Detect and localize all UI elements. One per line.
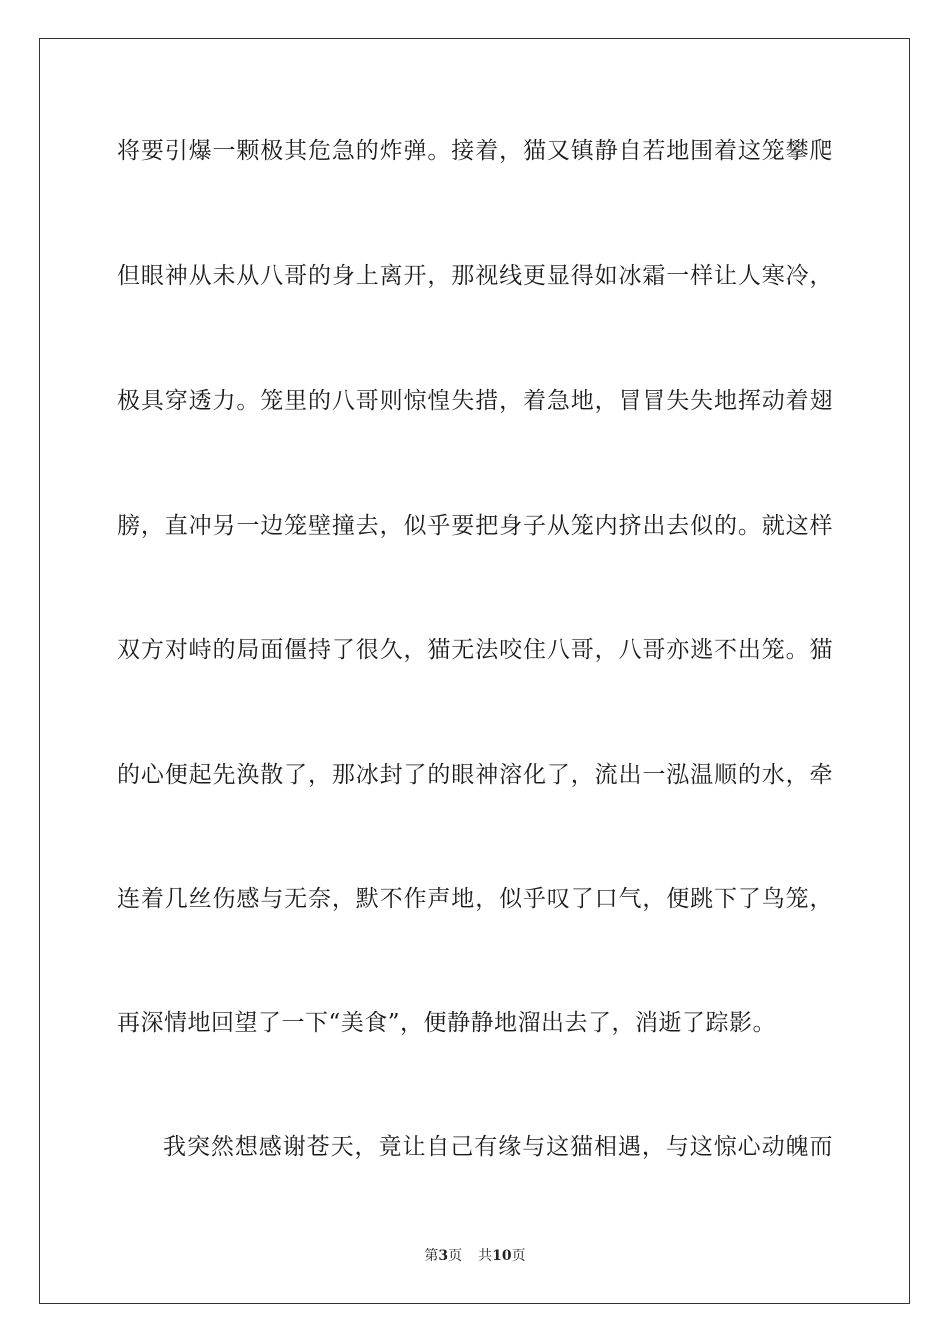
body-text-line-6: 的心便起先涣散了，那冰封了的眼神溶化了，流出一泓温顺的水，牵	[117, 762, 833, 788]
footer-page-suffix: 页	[448, 1248, 463, 1264]
body-text-line-3: 极具穿透力。笼里的八哥则惊惶失措，着急地，冒冒失失地挥动着翅	[117, 388, 833, 414]
body-text-line-4: 膀，直冲另一边笼壁撞去，似乎要把身子从笼内挤出去似的。就这样	[117, 513, 833, 539]
body-text-line-9: 我突然想感谢苍天，竟让自己有缘与这猫相遇，与这惊心动魄而	[163, 1134, 833, 1160]
footer-total-suffix: 页	[511, 1248, 526, 1264]
body-text-line-1: 将要引爆一颗极其危急的炸弹。接着，猫又镇静自若地围着这笼攀爬	[117, 138, 833, 164]
body-text-line-7: 连着几丝伤感与无奈，默不作声地，似乎叹了口气，便跳下了鸟笼，	[117, 886, 833, 912]
footer-total-pages: 10	[492, 1248, 512, 1264]
footer-total-prefix: 共	[478, 1248, 493, 1264]
body-text-line-8: 再深情地回望了一下“美食”，便静静地溜出去了，消逝了踪影。	[117, 1010, 777, 1036]
footer-page-prefix: 第	[424, 1248, 439, 1264]
body-text-line-2: 但眼神从未从八哥的身上离开，那视线更显得如冰霜一样让人寒冷，	[117, 263, 833, 289]
body-text-line-5: 双方对峙的局面僵持了很久，猫无法咬住八哥，八哥亦逃不出笼。猫	[117, 637, 833, 663]
page-border	[39, 38, 910, 1304]
footer-page-number: 3	[438, 1248, 449, 1264]
page-footer	[0, 1246, 950, 1266]
